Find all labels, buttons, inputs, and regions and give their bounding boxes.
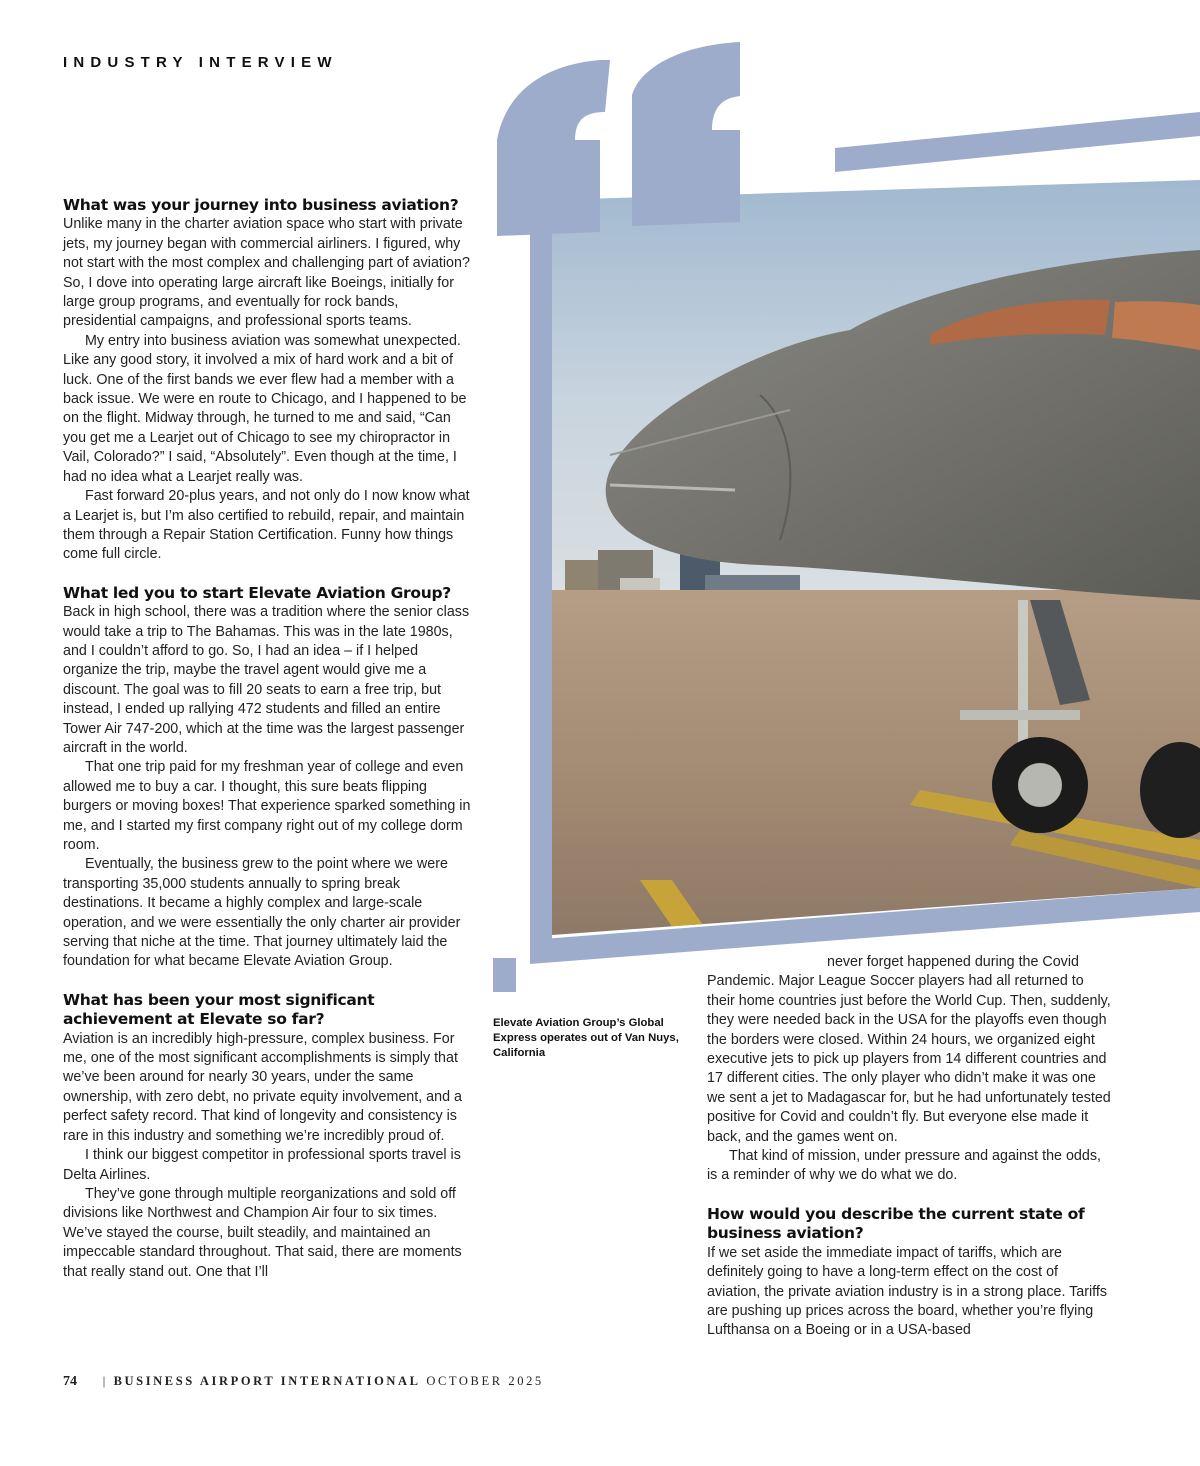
question-heading: What has been your most significant achievement at Elevate so far? [63,990,375,1029]
interview-right-column [707,953,1115,1341]
answer-paragraph: Back in high school, there was a tradition where the senior class would take a trip to The Bahamas. This was in the late 1980s, and I couldn’t afford to go. So, I had an idea – if I helped organize the trip, maybe the travel agent would give me a discount. The goal was to fill 20 seats to earn a free trip, but instead, I ended up rallying 472 students and filled an entire Tower Air 747-200, which at the time was the largest passenger aircraft in the world. [63,604,470,756]
photo-caption: Elevate Aviation Group’s Global Express operates out of Van Nuys, California [493,1017,679,1059]
section-label: INDUSTRY INTERVIEW [63,54,338,71]
answer-paragraph: never forget happened during the Covid Pandemic. Major League Soccer players had all returned to their home countries just before the World Cup. Then, suddenly, they were needed back in the USA for the playoffs even though the borders were closed. Within 24 hours, we organized eight executive jets to pick up players from 14 different countries and 17 different cities. The only player who didn’t make it was one we sent a jet to Madagascar for, but he had unfortunately tested positive for Covid and couldn’t fly. But everyone else made it back, and the games went on. [707,954,1111,1145]
answer-paragraph: My entry into business aviation was somewhat unexpected. Like any good story, it involved a mix of hard work and a bit of luck. One of the first bands we ever flew had a member with a back issue. We were en route to Chicago, and I happened to be on the flight. Midway through, he turned to me and said, “Can you get me a Learjet out of Chicago to see my chiropractor in Vail, Colorado?” I said, “Absolutely”. Even though at the time, I had no idea what a Learjet really was. [63,332,467,485]
issue-date: OCTOBER 2025 [426,1374,544,1388]
page-footer [63,1374,544,1390]
answer-paragraph: If we set aside the immediate impact of tariffs, which are definitely going to have a long-term effect on the cost of aviation, the private aviation industry is in a strong place. Tariffs are pushing up prices across the board, whether you’re flying Lufthansa on a Boeing or in a USA-based [707,1244,1107,1339]
answer-paragraph: That one trip paid for my freshman year of college and even allowed me to buy a car. I thought, this sure beats flipping burgers or moving boxes! That experience sparked something in me, and I started my first company right out of my college dorm room. [63,759,471,853]
answer-paragraph: That kind of mission, under pressure and against the odds, is a reminder of why we do what we do. [707,1148,1101,1184]
answer-paragraph: Fast forward 20-plus years, and not only do I now know what a Learjet is, but I’m also certified to rebuild, repair, and maintain them through a Repair Station Certification. Funny how things come full circle. [63,488,470,563]
answer-paragraph: I think our biggest competitor in professional sports travel is Delta Airlines. [63,1147,461,1183]
page-number: 74 [63,1374,77,1389]
publication-name: BUSINESS AIRPORT INTERNATIONAL [113,1374,421,1388]
question-heading: What was your journey into business aviation? [63,196,459,214]
footer-separator: | [102,1374,108,1388]
answer-paragraph: Eventually, the business grew to the point where we were transporting 35,000 students annually to spring break destinations. It became a highly complex and large-scale operation, and we were essentially the only charter air provider serving that niche at the time. That journey ultimately laid the foundation for what became Elevate Aviation Group. [63,856,461,970]
answer-paragraph: Unlike many in the charter aviation space who start with private jets, my journey began with commercial airliners. I figured, why not start with the most complex and challenging part of aviation? So, I dove into operating large aircraft like Boeings, initially for large group programs, and eventually for rock bands, presidential campaigns, and professional sports teams. [63,216,470,330]
answer-paragraph: They’ve gone through multiple reorganizations and sold off divisions like Northwest and Champion Air four to six times. We’ve stayed the course, built steadily, and maintained an impeccable standard throughout. That said, there are moments that really stand out. One that I’ll [63,1185,462,1280]
jet-photo [552,170,1200,950]
answer-paragraph: Aviation is an incredibly high-pressure, complex business. For me, one of the most significant accomplishments is simply that we’ve been around for nearly 30 years, under the same ownership, with zero debt, no private equity involvement, and a perfect safety record. That kind of longevity and consistency is rare in this industry and something we’re incredibly proud of. [63,1030,462,1144]
question-heading: What led you to start Elevate Aviation Group? [63,583,451,602]
interview-left-column [63,196,475,1282]
question-heading: How would you describe the current state of business aviation? [707,1204,1085,1243]
